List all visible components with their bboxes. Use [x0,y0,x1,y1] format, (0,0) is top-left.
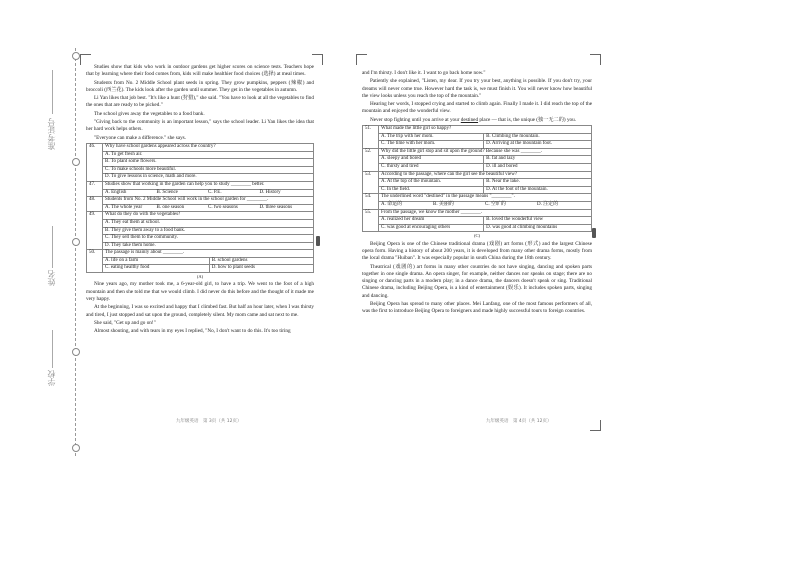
paragraph: Beijing Opera is one of the Chinese traditional drama (戏剧) art forms (形式) and the largest Chinese opera form. Having a history of about 200 years, it is developed from many other drama forms, mostly from the local drama "Huiban". It was especially popular in south China during the 18th century. [362,240,592,262]
crop-mark [590,54,601,65]
crop-mark [590,420,601,431]
section-mark: (C) [474,233,480,239]
question-stem: Studies show that working in the garden can help you to study ________ better. [103,181,314,189]
option[interactable]: A. life on a farm [103,257,210,265]
option[interactable]: A. English [105,189,127,195]
left-page [86,64,314,336]
paragraph: Almost shouting, and with tears in my eyes I replied, "No, I don't want to do this. It's too tiring [94,328,291,335]
option[interactable]: B. fat and lazy [484,156,592,164]
option[interactable]: A. At the top of the mountain. [379,179,484,187]
option[interactable]: D. 注定的 [537,202,559,208]
question-stem: Students from No. 2 Middle School will work in the school garden for ________. [103,197,314,205]
name-blank [52,226,53,268]
right-page [362,70,592,317]
exam-number-blank [52,70,53,114]
paragraph: "Everyone can make a difference." she says. [94,134,186,141]
paragraph: "Giving back to the community is an important lesson," says the school leader. Li Yan likes the idea that her hard work helps others. [86,119,314,133]
option[interactable]: D. Arriving at the mountain foot. [484,141,592,149]
paragraph: At the beginning, I was so excited and happy that I climbed fast. But half an hour later, when I was thirsty and tired, I just stopped and sat upon the ground, completely silent. My mom came and sat next to me. [86,304,314,318]
paragraph: and I'm thirsty. I don't like it. I want to go back home now." [362,70,486,76]
question-table [86,143,314,273]
option[interactable]: C. thirsty and tired [379,164,484,172]
paragraph: Patiently she explained, "Listen, my dear. If you try your best, anything is possible. If you don't try, your dreams will never come true. However hard the task is, we must finish it. You will never know how beautiful the view looks unless you reach the top of the mountain." [362,78,592,99]
option[interactable]: C. eating healthy food [103,265,210,273]
question-stem: The passage is mainly about ________. [103,250,314,258]
option[interactable]: A. 命运的 [381,202,403,208]
option[interactable]: C. was good at encouraging others [379,224,484,232]
option[interactable]: C. In the field. [379,186,484,194]
paragraph: The school gives away the vegetables to a food bank. [94,110,205,117]
paragraph: Li Yan likes that job best. "It's like a hunt (狩猎)," she said. "You have to look at all the vegetables to find the ones that are ready to be picked." [86,95,314,109]
paragraph: Nine years ago, my mother took me, a 6-year-old girl, to have a trip. We went to the foot of a high mountain and then she told me that we would climb. I did never do this before and the thought of it made me very happy. [86,281,314,302]
paragraph: Theatrical (戏剧的) art forms in many other countries do not have singing, dancing and spoken parts together in one single drama. An opera singer, for example, neither dances nor speaks on stage; there are no singing or dancing parts in a modern play; in a dance drama, the dancers doesn't speak or sing. Traditional Chinese drama, including Beijing Opera, is a kind of entertainment (娱乐). It includes spoken parts, singing and dancing. [362,263,592,299]
option[interactable]: D. They take them home. [103,242,314,250]
option[interactable]: A. They eat them at school. [103,219,314,227]
underlined-word: destined [460,116,479,123]
option[interactable]: A. realized her dream [379,217,484,225]
option[interactable]: C. 空旷的 [485,202,506,208]
option[interactable]: C. They sell them to the community. [103,235,314,243]
option[interactable]: A. The whole year [105,204,143,210]
question-stem: The underlined word "destined" in the passage means "________". [379,194,592,202]
school-blank [52,330,53,368]
question-stem: Why have school gardens appeared across the country? [103,143,314,151]
crop-mark [356,54,367,65]
option[interactable]: D. ill and bored [484,164,592,172]
option[interactable]: C. The time with her mom. [379,141,484,149]
option[interactable]: B. To plant some flowers. [103,159,314,167]
question-stem: Why did the little girl stop and sit upon the ground? Because she was ________. [379,148,592,156]
paragraph: Hearing her words, I stopped crying and started to climb again. Finally I made it. I did reach the top of the mountain and enjoyed the wonderful view. [362,101,592,115]
option[interactable]: D. At the foot of the mountain. [484,186,592,194]
option[interactable]: B. one season [156,204,185,210]
option[interactable]: B. Science [156,189,178,195]
resize-handle[interactable] [592,228,596,238]
paragraph: Beijing Opera has spread to many other places. Mei Lanfang, one of the most famous performers of all, was the first to introduce Beijing Opera to foreigners and made highly successful tours to foreign countries. [362,301,592,315]
option[interactable]: B. They give them away to a food bank. [103,227,314,235]
option[interactable]: B. 美丽的 [433,202,454,208]
option[interactable]: B. school gardens [209,257,313,265]
paragraph: She said, "Get up and go on!" [94,319,156,326]
option[interactable]: A. The trip with her mom. [379,133,484,141]
option[interactable]: B. Near the lake. [484,179,592,187]
question-row: 49. What do they do with the vegetables? [87,212,314,220]
resize-handle[interactable] [316,236,320,246]
option[interactable]: C. P.E. [208,189,222,195]
option[interactable]: D. History [259,189,281,195]
page-footer: 九年级英语 第 3页（共 12页） [176,419,242,424]
question-row: 47. Studies show that working in the garden can help you to study ________ better. [87,181,314,189]
option[interactable]: D. how to plant seeds [209,265,313,273]
question-row: 48. Students from No. 2 Middle School will work in the school garden for ________. [87,197,314,205]
option[interactable]: C. To make schools more beautiful. [103,166,314,174]
paragraph: Never stop fighting until you arrive at your destined place — that is, the unique (独一无二的) you. [370,116,577,123]
option[interactable]: A. sleepy and bored [379,156,484,164]
school-label: 学校 [47,370,56,386]
option[interactable]: B. loved the wonderful view [484,217,592,225]
option[interactable]: D. was good at climbing mountains [484,224,592,232]
paragraph: Students from No. 2 Middle School plant seeds in spring. They grow pumpkins, peppers (辣椒) and broccoli (西兰花). The kids look after the garden until summer. They get in the vegetables in autumn. [86,79,314,93]
page-footer: 九年级英语 第 4页（共 12页） [486,419,552,424]
option[interactable]: D. To give lessons in science, math and more. [103,174,314,182]
exam-number-label: 准考证号 [47,118,56,150]
binding-line [72,48,80,456]
name-label: 姓名 [47,270,56,286]
option[interactable]: B. Climbing the mountain. [484,133,592,141]
question-row: 46. Why have school gardens appeared across the country? [87,143,314,151]
question-stem: What made the little girl so happy? [379,126,592,134]
question-stem: According to the passage, where can the girl see the beautiful view? [379,171,592,179]
option[interactable]: D. three seasons [259,204,293,210]
paragraph: Studies show that kids who work in outdoor gardens get higher scores on science tests. Teachers hope that by learning where their food comes from, kids will make healthier food choices (选择) at meal times. [86,64,314,78]
section-mark: (A) [196,274,204,280]
question-stem: From the passage, we know the mother ________. [379,209,592,217]
option[interactable]: C. two seasons [208,204,238,210]
question-table: 51. What made the little girl so happy? A. The trip with her mom. B. Climbing the mountain. C. The time with her mom. D. Arriving at the mountain foot. 52. Why did the little girl stop and sit upon the ground? Because she was ________. A. sleepy and bored B. fat and lazy C. thirsty and tired D. ill and bored 53. According to the passage, where can the girl see the beautiful view? A. At the top of the mountain. B. Near the lake. C. In the field. D. At the foot of the mountain. 54. The underlined word "destined" in the passage means "________". A. 命运的 B. 美丽的 C. 空旷的 D. 注定的 55. From the passage, we know the mother ________. A. realized her dream B. loved the wonderful view C. was good at encouraging others D. was good at climbing mountains [362,125,592,232]
question-stem: What do they do with the vegetables? [103,212,314,220]
question-row: 50. The passage is mainly about ________. [87,250,314,258]
option[interactable]: A. To get fresh air. [103,151,314,159]
